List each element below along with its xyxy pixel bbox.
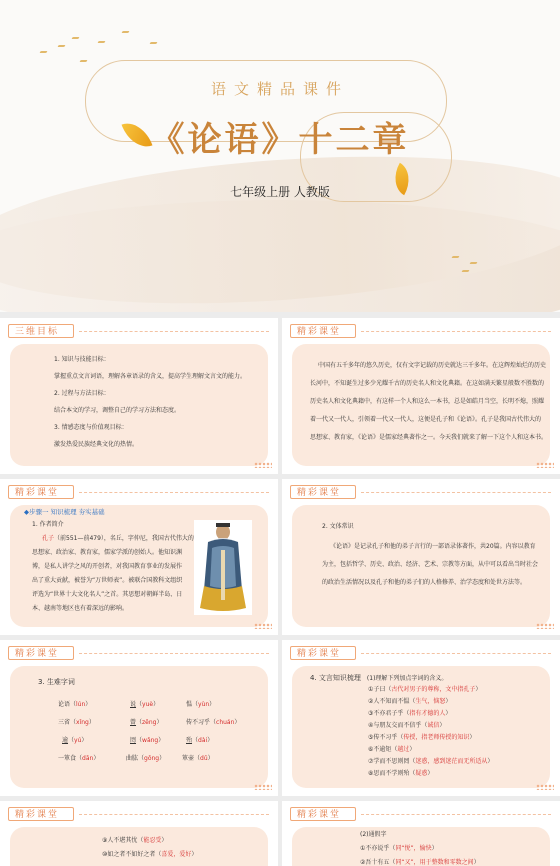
slide-author[interactable] [0, 479, 278, 635]
bio-line: 评选为“世界十大文化名人”之首。其思想对朝鲜半岛、日 [32, 591, 183, 598]
intro-line: 历史名人和文化典籍中，有这样一个人和这么一本书，总是如皓月当空，长明不熄，照耀 [310, 398, 545, 405]
vocab-item: 箪壶（dǔ） [182, 755, 214, 762]
slide-objectives[interactable] [0, 318, 278, 474]
slide-genre[interactable] [282, 479, 560, 635]
vocab-item: 曲肱（gōng） [126, 755, 166, 762]
step-label: ◆步骤一 知识梳理 夯实基础 [24, 508, 105, 516]
content-card [292, 827, 550, 866]
bird-icon [71, 37, 79, 39]
vocab-item: 说（yuè） [130, 701, 160, 708]
slide-gloss-continued[interactable] [0, 801, 278, 866]
intro-line: 思想家、教育家，《论语》是儒家经典著作之一。今天我们就来了解一下这个人和这本书。 [310, 434, 548, 441]
bird-icon [149, 42, 157, 44]
slide-header: 三维目标 [8, 324, 74, 338]
slide-header: 精彩课堂 [290, 807, 356, 821]
gloss-item: ③不亦君子乎（指有才德的人） [368, 710, 452, 717]
bio-line: （前551—前479），名丘，字仲尼，我国古代伟大的 [54, 535, 194, 542]
bird-icon [57, 45, 65, 47]
section-heading: 2. 文体常识 [322, 523, 354, 530]
slide-interchangeable-characters[interactable] [282, 801, 560, 866]
gloss-item: ①子曰（古代对男子的尊称，文中指孔子） [368, 686, 482, 693]
vocab-item: 一箪食（dān） [58, 755, 100, 762]
section-heading: (2)通假字 [360, 831, 387, 838]
author-name: 孔子 [42, 535, 55, 542]
slide-introduction[interactable] [282, 318, 560, 474]
vocab-item: 逾（yú） [62, 737, 88, 744]
cover-grade: 七年级上册 人教版 [230, 185, 330, 199]
bio-line: 出了重大贡献，被誉为“万世师表”。被联合国教科文组织 [32, 577, 183, 584]
dot-pattern [536, 623, 554, 629]
vocab-item: 传不习乎（chuán） [186, 719, 241, 726]
cover-slide[interactable] [0, 0, 560, 312]
slide-header: 精彩课堂 [8, 807, 74, 821]
genre-line: 的政治生活情况以及孔子和他的弟子们的人格修养、治学态度和处世方法等。 [322, 579, 527, 586]
gloss-item: ⑧思而不学则殆（疑惑） [368, 770, 434, 777]
gloss-item: ②人不知而不愠（生气，恼怒） [368, 698, 452, 705]
gloss-item: ⑦学而不思则罔（迷惑，感到迷茫而无所适从） [368, 758, 494, 765]
bird-icon [79, 60, 87, 62]
section-heading: 4. 文言知识梳理 (1)理解下列加点字词的含义。 [310, 674, 448, 682]
dot-pattern [254, 784, 272, 790]
slide-header: 精彩课堂 [290, 485, 356, 499]
bird-icon [121, 31, 129, 33]
vocab-item: 殆（dài） [186, 737, 214, 744]
objective-text: 结合本文的学习，调整自己的学习方法和态度。 [54, 407, 181, 414]
content-card [10, 505, 268, 627]
objective-text: 激发热爱民族经典文化的热情。 [54, 441, 139, 448]
content-card [292, 344, 550, 466]
vocab-item: 三省（xǐng） [58, 719, 95, 726]
content-card [10, 344, 268, 466]
slide-header: 精彩课堂 [8, 485, 74, 499]
objective-heading: 1. 知识与技能目标： [54, 356, 110, 363]
vocab-item: 曾（zēng） [130, 719, 163, 726]
bio-line: 博，是私人讲学之风的开创者，对我国教育事业的发展作 [32, 563, 183, 570]
gloss-item: ④与朋友交而不信乎（诚信） [368, 722, 446, 729]
vocab-item: 罔（wǎng） [130, 737, 165, 744]
content-card [292, 505, 550, 627]
content-card [10, 666, 268, 788]
bio-line: 本、越南等地区也有着深远的影响。 [32, 605, 129, 612]
bird-icon [97, 41, 105, 43]
confucius-portrait [194, 520, 252, 615]
vocab-item: 论语（lún） [58, 701, 92, 708]
content-card [10, 827, 268, 866]
bird-icon [39, 51, 47, 53]
cover-subtitle: 语文精品课件 [210, 80, 349, 98]
slide-header: 精彩课堂 [290, 324, 356, 338]
cover-title: 《论语》十二章 [150, 120, 410, 160]
genre-line: 《论语》是记录孔子和他的弟子言行的一部语录体著作，共20篇。内容以教育 [330, 543, 536, 550]
confucius-figure-icon [194, 520, 252, 615]
slide-header: 精彩课堂 [290, 646, 356, 660]
gloss-item: ⑤传不习乎（传授，指老师传授的知识） [368, 734, 476, 741]
objective-text: 掌握重点文言词语，理解各章语录的含义，提高学生理解文言文的能力。 [54, 373, 247, 380]
gloss-item: ⑥不逾矩（越过） [368, 746, 416, 753]
gloss-item: ⑨人不堪其忧（能忍受） [102, 837, 168, 844]
intro-line: 中国有五千多年的悠久历史，仅有文字记载的历史就达三千多年。在这辉煌灿烂的历史 [318, 362, 547, 369]
content-card [292, 666, 550, 788]
gloss-item: ②吾十有五（同“又”，用于整数和零数之间） [360, 859, 480, 866]
dot-pattern [254, 623, 272, 629]
section-heading: 3. 生难字词 [38, 678, 75, 686]
slide-header: 精彩课堂 [8, 646, 74, 660]
vocab-item: 愠（yùn） [186, 701, 216, 708]
objective-heading: 2. 过程与方法目标： [54, 390, 110, 397]
intro-line: 着一代又一代人，引领着一代又一代人，这便是孔子和《论语》。孔子是我国古代伟大的 [310, 416, 542, 423]
slide-classical-knowledge[interactable] [282, 640, 560, 796]
genre-line: 为主，包括哲学、历史、政治、经济、艺术、宗教等方面，从中可以看出当时社会 [322, 561, 539, 568]
intro-line: 长河中，不知诞生过多少光耀千古的历史名人和文化典籍。在这如满天繁星般数不胜数的 [310, 380, 545, 387]
objective-heading: 3. 情感态度与价值观目标： [54, 424, 128, 431]
section-heading: 1. 作者简介 [32, 521, 64, 528]
dot-pattern [536, 784, 554, 790]
dot-pattern [536, 462, 554, 468]
slide-vocabulary[interactable] [0, 640, 278, 796]
dot-pattern [254, 462, 272, 468]
gloss-item: ①不亦说乎（同“悦”，愉快） [360, 845, 438, 852]
gloss-item: ⑩如之者不如好之者（喜爱，爱好） [102, 851, 198, 858]
bio-line: 思想家、政治家、教育家，儒家学派的创始人。他知识渊 [32, 549, 183, 556]
